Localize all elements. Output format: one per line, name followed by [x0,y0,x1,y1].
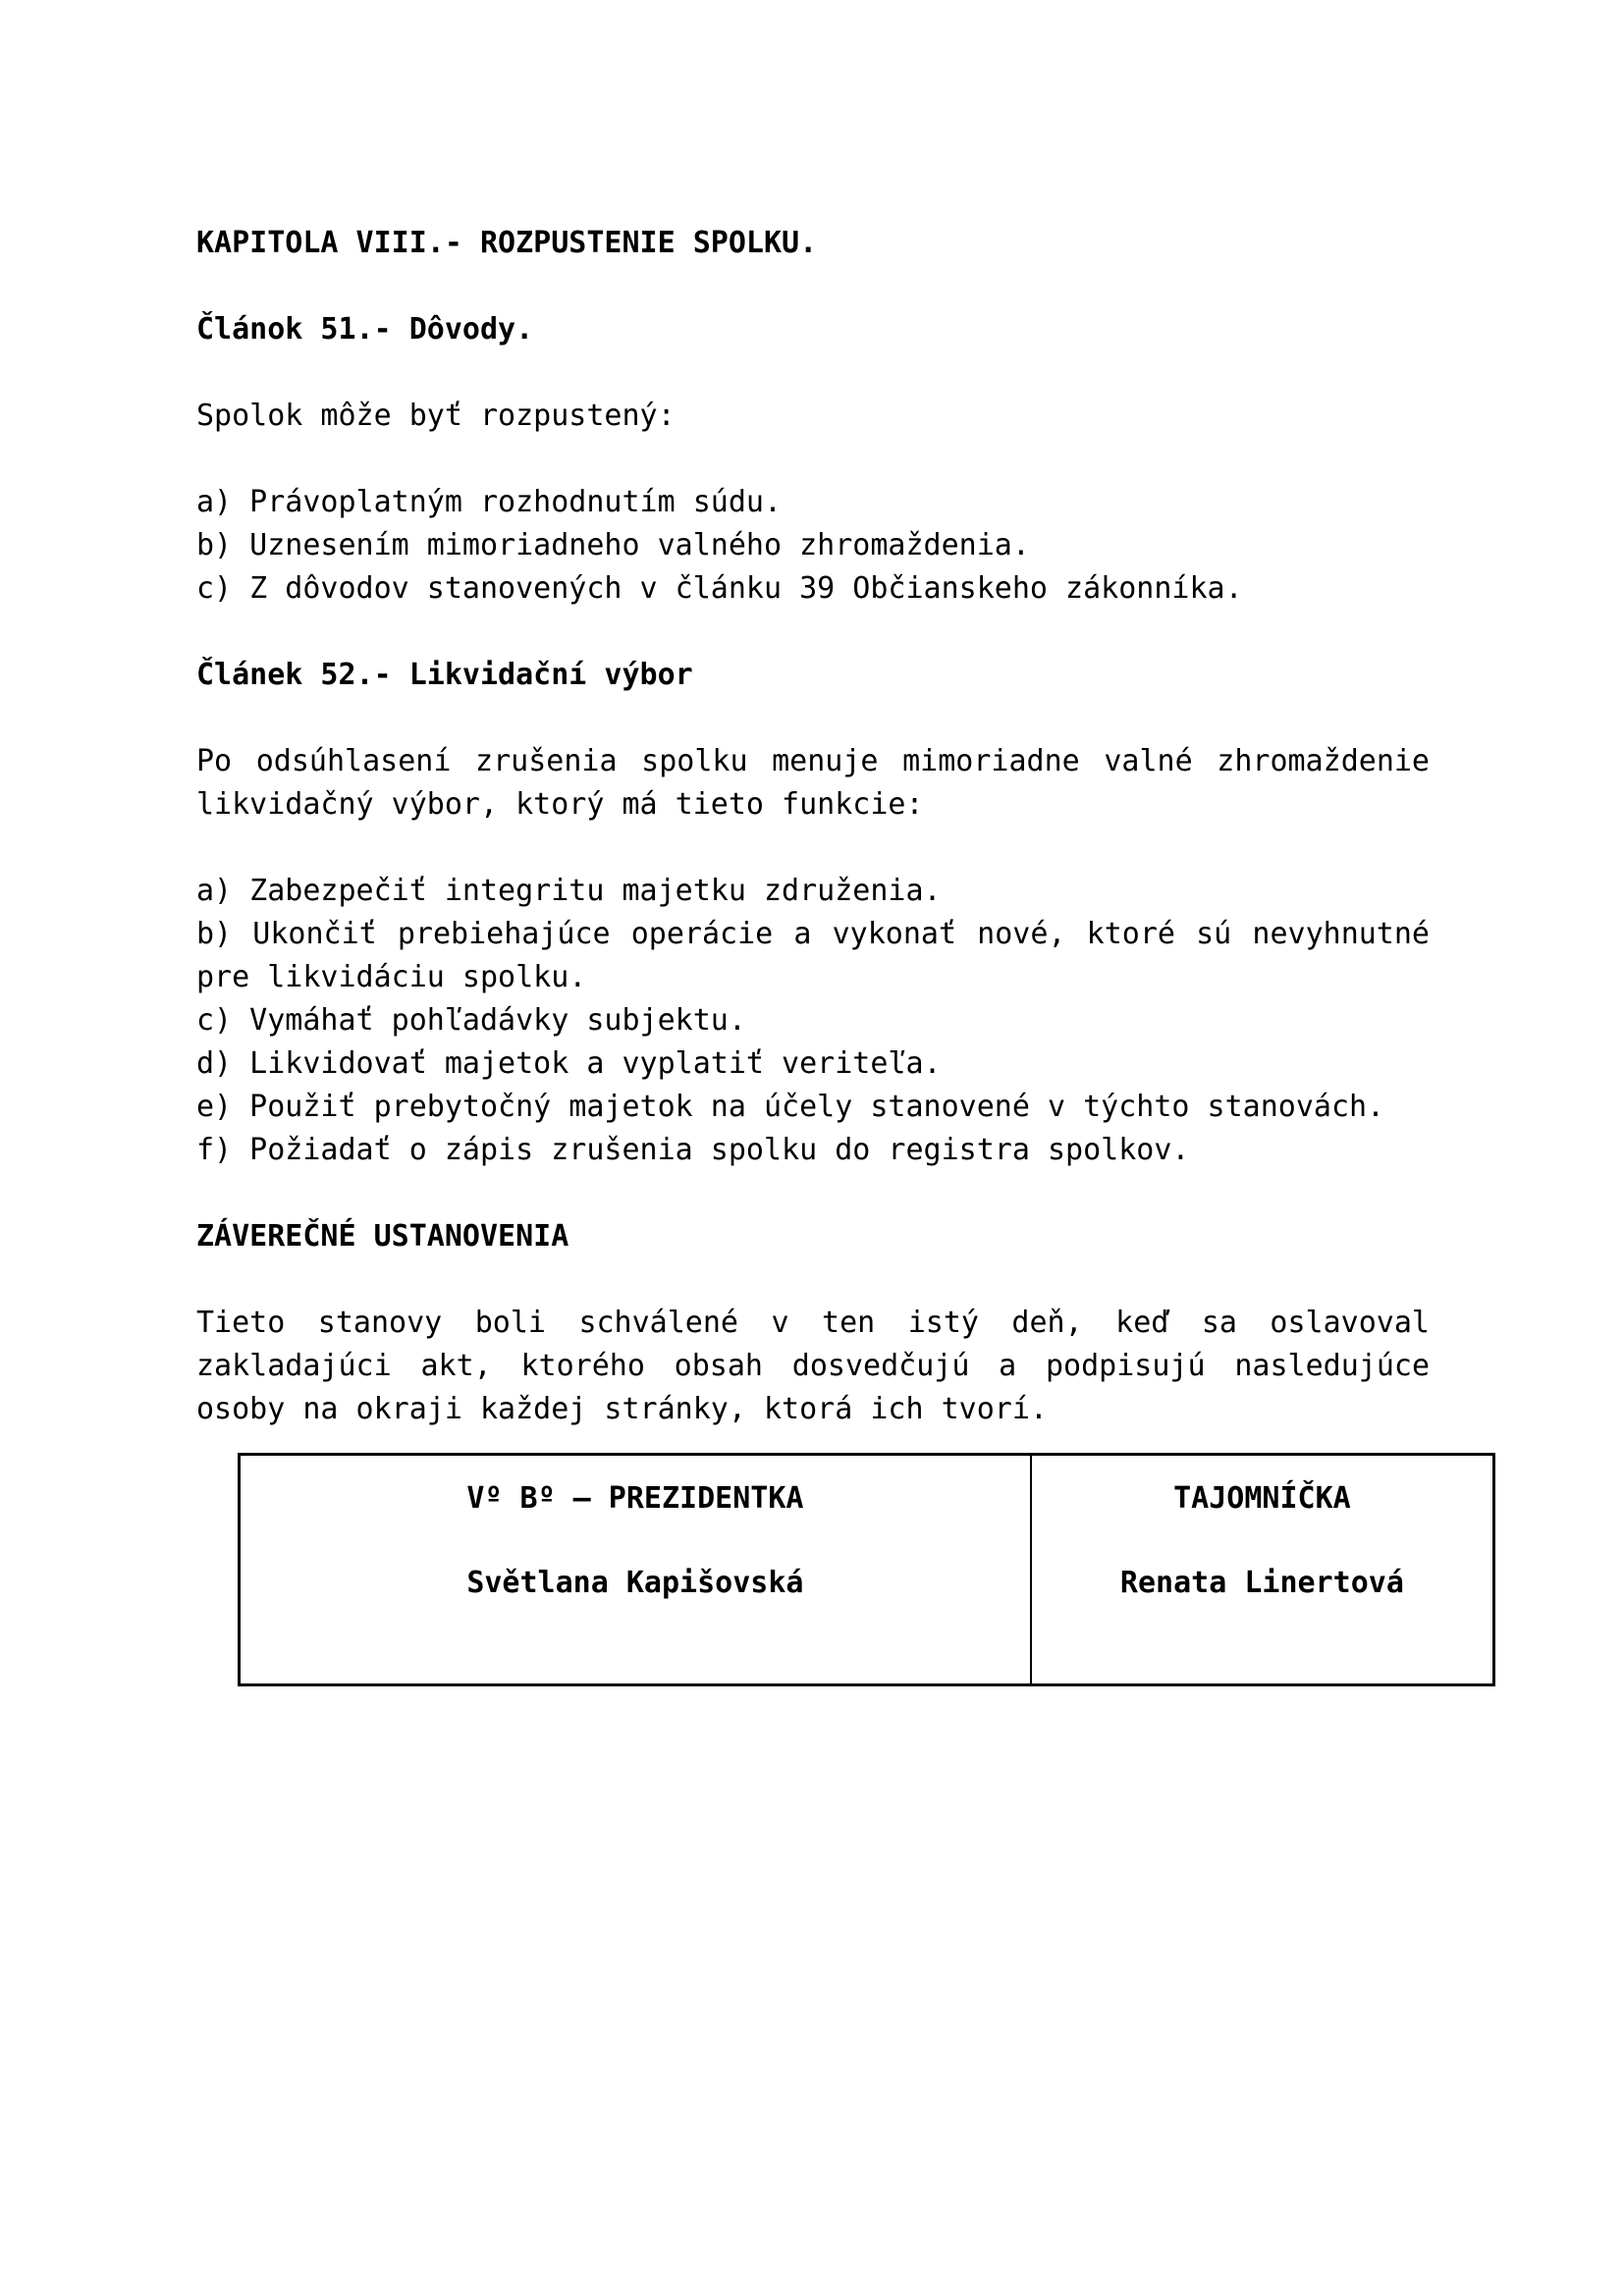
text-line: a) Zabezpečiť integritu majetku združenia. [196,874,942,908]
document-body [196,222,1430,1431]
text-line: a) Právoplatným rozhodnutím súdu. [196,485,783,519]
president-name: Světlana Kapišovská [466,1566,804,1600]
text-line: Po odsúhlasení zrušenia spolku menuje mimoriadne valné zhromaždenie [196,744,1430,778]
text-line: c) Z dôvodov stanovených v článku 39 Občianskeho zákonníka. [196,571,1243,606]
blank-line [196,265,1430,308]
text-line: c) Vymáhať pohľadávky subjektu. [196,1003,746,1038]
signature-table [238,1453,1495,1686]
text-line: Článek 52.- Likvidační výbor [196,658,693,692]
signature-cell-president [241,1456,1032,1683]
president-title: Vº Bº – PREZIDENTKA [466,1481,804,1516]
blank-line [196,1258,1430,1302]
text-line: Spolok môže byť rozpustený: [196,399,676,433]
text-line: b) Ukončiť prebiehajúce operácie a vykonať nové, ktoré sú nevyhnutné [196,917,1430,951]
blank-line [196,351,1430,395]
text-line: b) Uznesením mimoriadneho valného zhromaždenia. [196,528,1030,562]
signature-cell-secretary [1032,1456,1492,1683]
text-line: likvidačný výbor, ktorý má tieto funkcie: [196,787,924,822]
secretary-name: Renata Linertová [1119,1566,1404,1600]
text-line: zakladajúci akt, ktorého obsah dosvedčujú a podpisujú nasledujúce [196,1349,1430,1383]
blank-line [196,697,1430,740]
blank-line [196,827,1430,870]
blank-line [196,611,1430,654]
secretary-title: TAJOMNÍČKA [1173,1481,1351,1516]
text-line: Článok 51.- Dôvody. [196,312,534,347]
text-line: d) Likvidovať majetok a vyplatiť veriteľa. [196,1046,942,1081]
blank-line [196,438,1430,481]
text-line: pre likvidáciu spolku. [196,960,587,994]
text-line: e) Použiť prebytočný majetok na účely stanovené v týchto stanovách. [196,1090,1385,1124]
text-line: osoby na okraji každej stránky, ktorá ich tvorí. [196,1392,1048,1426]
text-line: Tieto stanovy boli schválené v ten istý deň, keď sa oslavoval [196,1306,1430,1340]
text-line: KAPITOLA VIII.- ROZPUSTENIE SPOLKU. [196,226,818,260]
blank-line [196,1172,1430,1215]
text-line: ZÁVEREČNÉ USTANOVENIA [196,1219,569,1254]
text-line: f) Požiadať o zápis zrušenia spolku do registra spolkov. [196,1133,1190,1167]
